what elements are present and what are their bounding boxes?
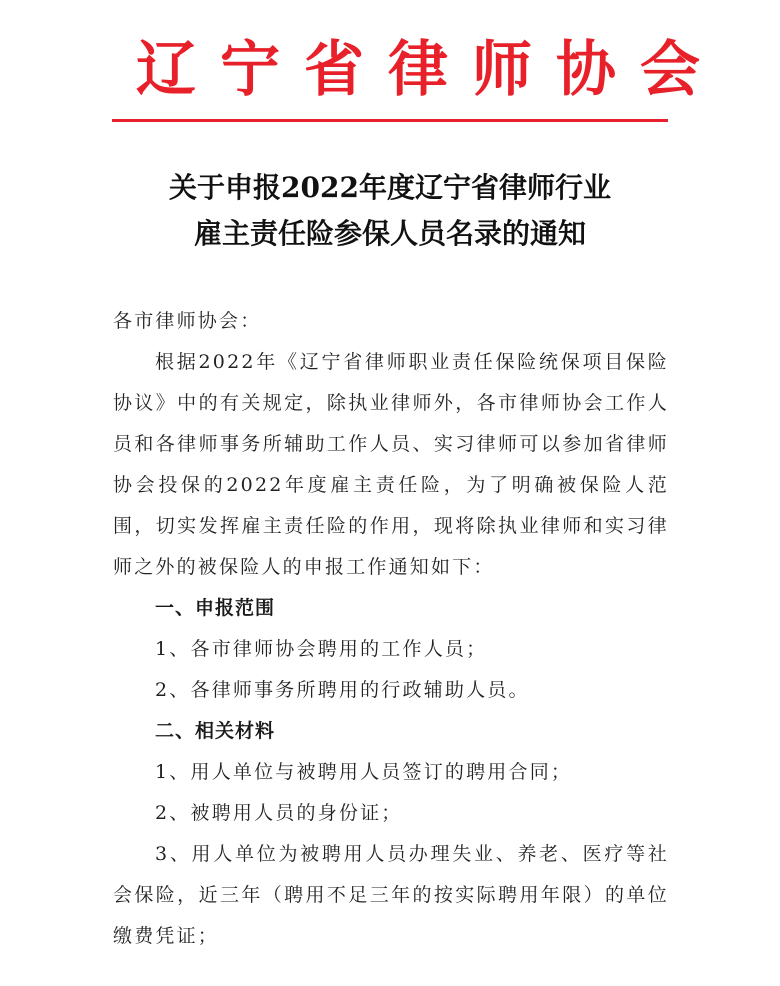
list-item: 2、各律师事务所聘用的行政辅助人员。 (155, 679, 530, 701)
section-heading-materials: 二、相关材料 (155, 720, 276, 742)
list-item: 2、被聘用人员的身份证； (155, 802, 403, 824)
document-title-line-1: 关于申报2022年度辽宁省律师行业 (169, 171, 611, 204)
section-heading-scope: 一、申报范围 (155, 597, 276, 619)
letterhead-organization-name: 辽宁省律师协会 (136, 35, 724, 105)
letterhead-red-rule (112, 119, 668, 122)
list-item: 3、用人单位为被聘用人员办理失业、养老、医疗等社会保险，近三年（聘用不足三年的按实际聘用年限）的单位缴费凭证； (113, 843, 669, 947)
document-body (113, 301, 669, 957)
salutation: 各市律师协会： (113, 310, 262, 332)
intro-paragraph: 根据2022年《辽宁省律师职业责任保险统保项目保险协议》中的有关规定，除执业律师外，各市律师协会工作人员和各律师事务所辅助工作人员、实习律师可以参加省律师协会投保的2022年度雇主责任险，为了明确被保险人范围，切实发挥雇主责任险的作用，现将除执业律师和实习律师之外的被保险人的申报工作通知如下： (113, 351, 669, 578)
list-item: 1、用人单位与被聘用人员签订的聘用合同； (155, 761, 573, 783)
list-item: 1、各市律师协会聘用的工作人员； (155, 638, 488, 660)
document-title-line-2: 雇主责任险参保人员名录的通知 (193, 217, 586, 250)
